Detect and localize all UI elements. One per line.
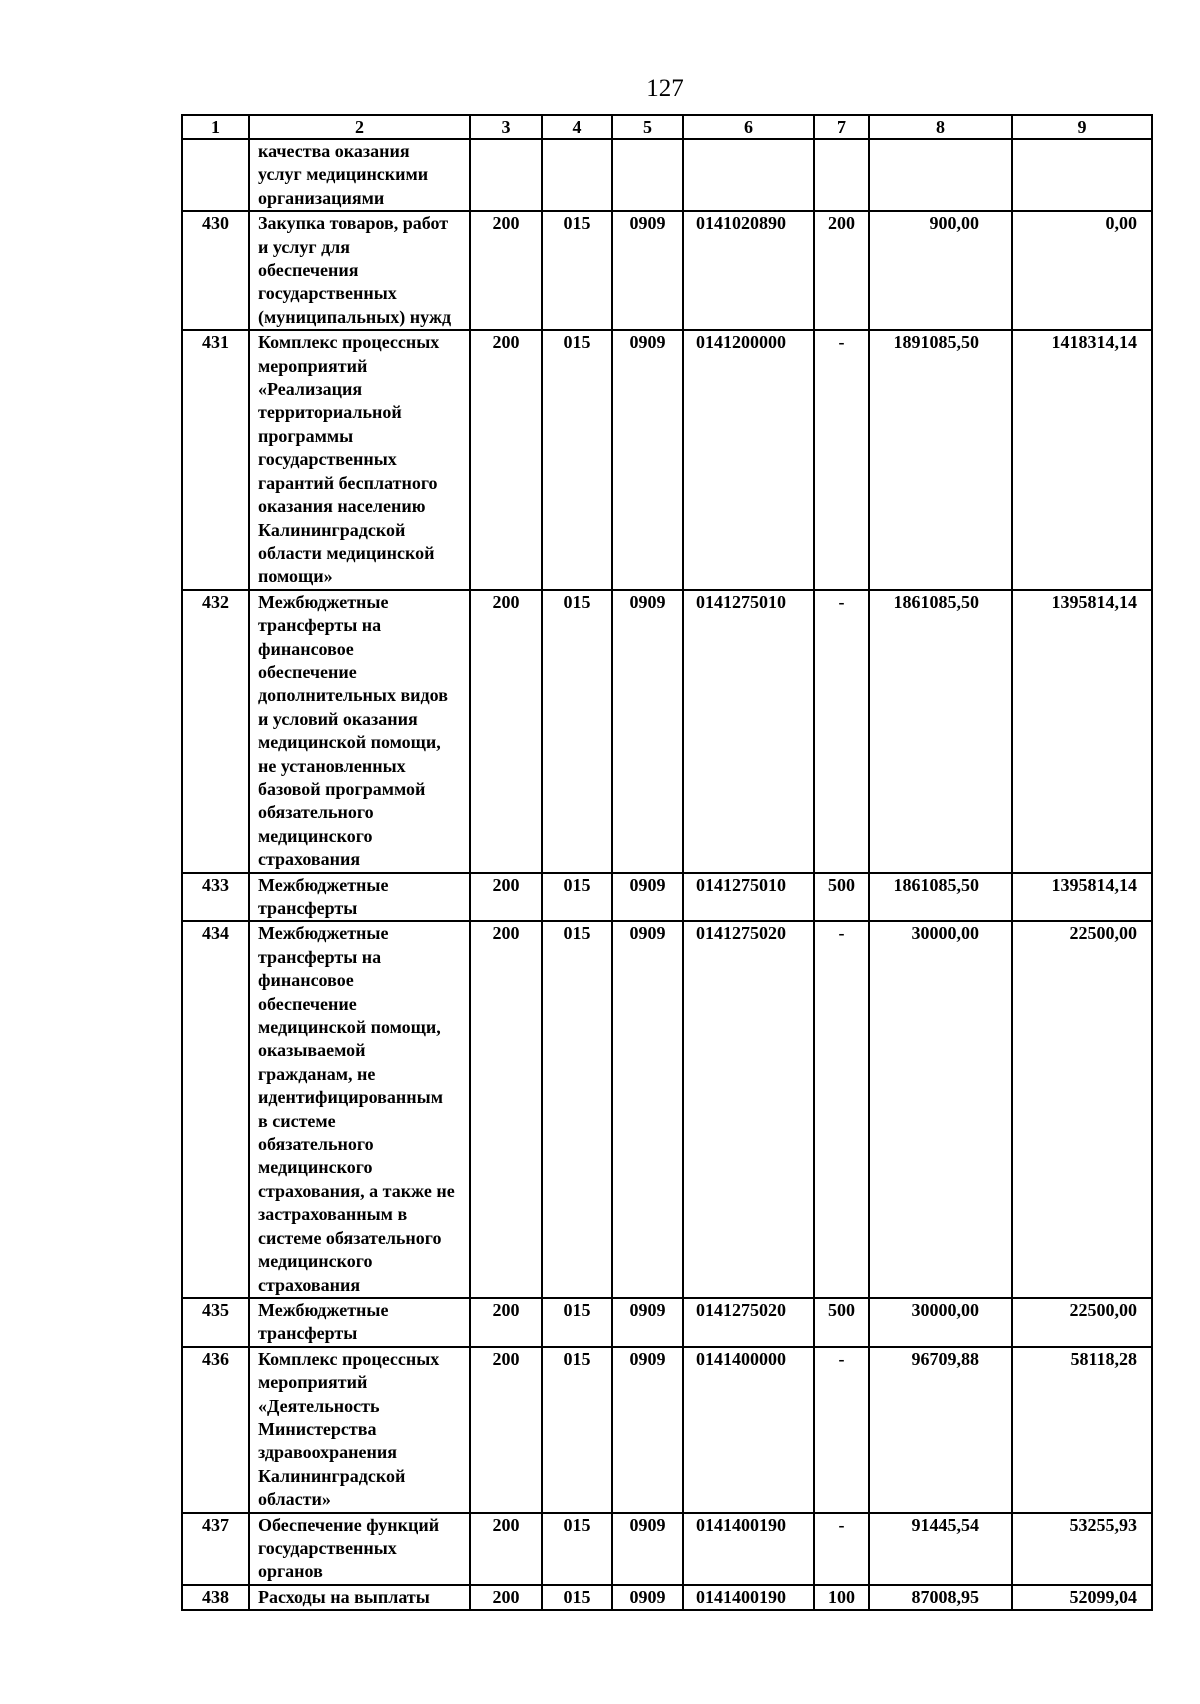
expense-type-cell: -: [814, 590, 869, 873]
target-code-cell: 0141275010: [683, 590, 814, 873]
ministry-code-cell: 015: [542, 211, 612, 330]
amount-2024-cell: 1891085,50: [869, 330, 1012, 589]
amount-2024-cell: 91445,54: [869, 1513, 1012, 1585]
table-row: [182, 330, 1152, 589]
amount-2024-cell: 96709,88: [869, 1347, 1012, 1513]
target-code-cell: 0141200000: [683, 330, 814, 589]
ministry-code-cell: [542, 139, 612, 211]
row-number-cell: 433: [182, 873, 249, 922]
table-header-row: [182, 115, 1152, 139]
table-row: [182, 590, 1152, 873]
code-cell: 200: [470, 1585, 542, 1610]
row-number-cell: 438: [182, 1585, 249, 1610]
code-cell: 200: [470, 1513, 542, 1585]
row-number-cell: 437: [182, 1513, 249, 1585]
ministry-code-cell: 015: [542, 330, 612, 589]
page-number: 127: [646, 75, 684, 102]
amount-2024-cell: 30000,00: [869, 1298, 1012, 1347]
amount-2025-cell: [1012, 139, 1152, 211]
ministry-code-cell: 015: [542, 590, 612, 873]
header-cell: 4: [542, 115, 612, 139]
expense-type-cell: -: [814, 921, 869, 1298]
table-row: [182, 1513, 1152, 1585]
expense-type-cell: 100: [814, 1585, 869, 1610]
row-number-cell: 434: [182, 921, 249, 1298]
item-name-cell: Комплекс процессных мероприятий «Реализация территориальной программы государственных гарантий бесплатного оказания населению Калининградской области медицинской помощи»: [249, 330, 470, 589]
section-code-cell: 0909: [612, 330, 683, 589]
row-number-cell: 431: [182, 330, 249, 589]
target-code-cell: 0141275010: [683, 873, 814, 922]
table-row: [182, 873, 1152, 922]
header-cell: 2: [249, 115, 470, 139]
ministry-code-cell: 015: [542, 1298, 612, 1347]
item-name-cell: Межбюджетные трансферты: [249, 873, 470, 922]
table-row: [182, 1585, 1152, 1610]
item-name-cell: Межбюджетные трансферты на финансовое обеспечение дополнительных видов и условий оказания медицинской помощи, не установленных базовой программой обязательного медицинского страхования: [249, 590, 470, 873]
item-name-cell: Комплекс процессных мероприятий «Деятельность Министерства здравоохранения Калининградской области»: [249, 1347, 470, 1513]
section-code-cell: 0909: [612, 1298, 683, 1347]
budget-table: [181, 114, 1153, 1611]
row-number-cell: 436: [182, 1347, 249, 1513]
section-code-cell: 0909: [612, 1347, 683, 1513]
code-cell: 200: [470, 590, 542, 873]
section-code-cell: 0909: [612, 1513, 683, 1585]
amount-2025-cell: 1395814,14: [1012, 873, 1152, 922]
header-cell: 9: [1012, 115, 1152, 139]
section-code-cell: 0909: [612, 1585, 683, 1610]
row-number-cell: 432: [182, 590, 249, 873]
header-cell: 7: [814, 115, 869, 139]
code-cell: 200: [470, 1298, 542, 1347]
section-code-cell: [612, 139, 683, 211]
row-number-cell: [182, 139, 249, 211]
amount-2025-cell: 1395814,14: [1012, 590, 1152, 873]
item-name-cell: Обеспечение функций государственных органов: [249, 1513, 470, 1585]
item-name-cell: Межбюджетные трансферты: [249, 1298, 470, 1347]
expense-type-cell: -: [814, 1347, 869, 1513]
code-cell: 200: [470, 921, 542, 1298]
section-code-cell: 0909: [612, 921, 683, 1298]
ministry-code-cell: 015: [542, 1585, 612, 1610]
item-name-cell: Расходы на выплаты: [249, 1585, 470, 1610]
section-code-cell: 0909: [612, 873, 683, 922]
section-code-cell: 0909: [612, 211, 683, 330]
target-code-cell: [683, 139, 814, 211]
header-cell: 5: [612, 115, 683, 139]
expense-type-cell: 200: [814, 211, 869, 330]
ministry-code-cell: 015: [542, 873, 612, 922]
expense-type-cell: 500: [814, 873, 869, 922]
target-code-cell: 0141400000: [683, 1347, 814, 1513]
item-name-cell: качества оказания услуг медицинскими организациями: [249, 139, 470, 211]
amount-2024-cell: 900,00: [869, 211, 1012, 330]
target-code-cell: 0141275020: [683, 921, 814, 1298]
amount-2024-cell: 87008,95: [869, 1585, 1012, 1610]
amount-2024-cell: 1861085,50: [869, 590, 1012, 873]
code-cell: 200: [470, 211, 542, 330]
amount-2025-cell: 0,00: [1012, 211, 1152, 330]
amount-2025-cell: 53255,93: [1012, 1513, 1152, 1585]
ministry-code-cell: 015: [542, 1513, 612, 1585]
table-row: [182, 1298, 1152, 1347]
table-row: [182, 211, 1152, 330]
amount-2025-cell: 52099,04: [1012, 1585, 1152, 1610]
code-cell: 200: [470, 330, 542, 589]
item-name-cell: Закупка товаров, работ и услуг для обеспечения государственных (муниципальных) нужд: [249, 211, 470, 330]
code-cell: [470, 139, 542, 211]
expense-type-cell: 500: [814, 1298, 869, 1347]
header-cell: 1: [182, 115, 249, 139]
expense-type-cell: [814, 139, 869, 211]
target-code-cell: 0141400190: [683, 1513, 814, 1585]
expense-type-cell: -: [814, 1513, 869, 1585]
code-cell: 200: [470, 1347, 542, 1513]
item-name-cell: Межбюджетные трансферты на финансовое обеспечение медицинской помощи, оказываемой гражданам, не идентифицированным в системе обязательного медицинского страхования, а также не застрахованным в системе обязательного медицинского страхования: [249, 921, 470, 1298]
ministry-code-cell: 015: [542, 1347, 612, 1513]
target-code-cell: 0141275020: [683, 1298, 814, 1347]
row-number-cell: 430: [182, 211, 249, 330]
header-cell: 3: [470, 115, 542, 139]
target-code-cell: 0141020890: [683, 211, 814, 330]
table-row: [182, 139, 1152, 211]
amount-2025-cell: 1418314,14: [1012, 330, 1152, 589]
row-number-cell: 435: [182, 1298, 249, 1347]
code-cell: 200: [470, 873, 542, 922]
amount-2024-cell: 1861085,50: [869, 873, 1012, 922]
amount-2024-cell: [869, 139, 1012, 211]
section-code-cell: 0909: [612, 590, 683, 873]
header-cell: 8: [869, 115, 1012, 139]
target-code-cell: 0141400190: [683, 1585, 814, 1610]
header-cell: 6: [683, 115, 814, 139]
amount-2024-cell: 30000,00: [869, 921, 1012, 1298]
amount-2025-cell: 58118,28: [1012, 1347, 1152, 1513]
table-row: [182, 1347, 1152, 1513]
amount-2025-cell: 22500,00: [1012, 921, 1152, 1298]
expense-type-cell: -: [814, 330, 869, 589]
table-row: [182, 921, 1152, 1298]
amount-2025-cell: 22500,00: [1012, 1298, 1152, 1347]
ministry-code-cell: 015: [542, 921, 612, 1298]
